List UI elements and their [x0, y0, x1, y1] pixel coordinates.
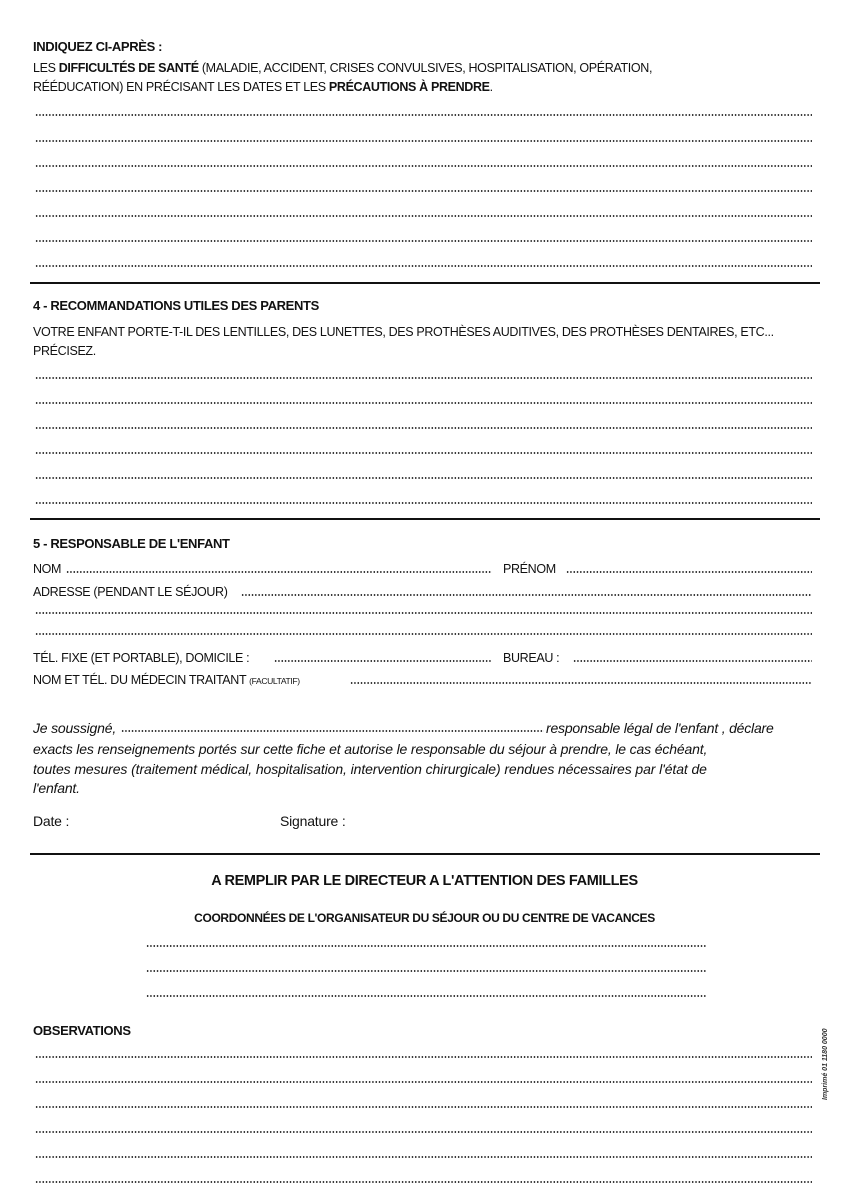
declaration-start: Je soussigné, [33, 720, 117, 736]
bureau-label: BUREAU : [503, 651, 560, 665]
health-answer-line[interactable] [35, 164, 812, 168]
recommendations-answer-line[interactable] [35, 376, 812, 380]
section-5-title: 5 - RESPONSABLE DE L'ENFANT [33, 536, 230, 551]
soussigne-name-field[interactable] [121, 729, 544, 733]
declaration-line: toutes mesures (traitement médical, hospitalisation, intervention chirurgicale) rendues nécessaires par l'état de [33, 761, 707, 777]
date-label: Date : [33, 813, 70, 829]
observations-line[interactable] [35, 1130, 812, 1134]
recommendations-answer-line[interactable] [35, 501, 812, 505]
health-desc-text: LES [33, 61, 59, 75]
medecin-label [33, 672, 300, 689]
organizer-contact-line[interactable] [146, 994, 706, 998]
health-section-title: INDIQUEZ CI-APRÈS : [33, 39, 163, 54]
facultatif-label: (FACULTATIF) [249, 676, 300, 686]
health-desc-text: (MALADIE, ACCIDENT, CRISES CONVULSIVES, HOSPITALISATION, OPÉRATION, [198, 61, 653, 75]
recommendations-answer-line[interactable] [35, 401, 812, 405]
bureau-field[interactable] [573, 659, 812, 663]
prenom-field[interactable] [566, 570, 812, 574]
declaration-end: responsable légal de l'enfant , déclare [546, 720, 774, 736]
adresse-field[interactable] [241, 593, 812, 597]
organizer-contact-line[interactable] [146, 944, 706, 948]
observations-line[interactable] [35, 1180, 812, 1184]
health-answer-line[interactable] [35, 189, 812, 193]
section-4-question-cont: PRÉCISEZ. [33, 344, 96, 358]
health-answer-line[interactable] [35, 214, 812, 218]
nom-field[interactable] [66, 570, 492, 574]
printer-side-note: Imprimé 01 1180 0000 [822, 1028, 829, 1100]
observations-line[interactable] [35, 1055, 812, 1059]
health-answer-line[interactable] [35, 264, 812, 268]
medecin-field[interactable] [350, 681, 812, 685]
health-desc-bold: DIFFICULTÉS DE SANTÉ [58, 61, 199, 75]
nom-label: NOM [33, 562, 62, 576]
section-divider [30, 282, 820, 284]
adresse-field-line[interactable] [35, 632, 812, 636]
section-4-title: 4 - RECOMMANDATIONS UTILES DES PARENTS [33, 298, 319, 313]
health-answer-line[interactable] [35, 113, 812, 117]
tel-domicile-label: TÉL. FIXE (ET PORTABLE), DOMICILE : [33, 651, 250, 665]
health-desc-text: . [489, 80, 493, 94]
health-desc-bold: PRÉCAUTIONS À PRENDRE [328, 80, 490, 94]
health-answer-line[interactable] [35, 139, 812, 143]
recommendations-answer-line[interactable] [35, 426, 812, 430]
organizer-contact-line[interactable] [146, 969, 706, 973]
adresse-field-line[interactable] [35, 611, 812, 615]
recommendations-answer-line[interactable] [35, 476, 812, 480]
section-divider [30, 853, 820, 855]
health-answer-line[interactable] [35, 239, 812, 243]
observations-title: OBSERVATIONS [33, 1023, 131, 1038]
health-desc-text: RÉÉDUCATION) EN PRÉCISANT LES DATES ET LES [33, 80, 329, 94]
health-section-description-line2 [33, 79, 493, 95]
medecin-label-text: NOM ET TÉL. DU MÉDECIN TRAITANT [33, 673, 247, 687]
tel-domicile-field[interactable] [274, 659, 492, 663]
recommendations-answer-line[interactable] [35, 451, 812, 455]
director-section-title: A REMPLIR PAR LE DIRECTEUR A L'ATTENTION DES FAMILLES [211, 873, 638, 889]
director-section-subtitle: COORDONNÉES DE L'ORGANISATEUR DU SÉJOUR OU DU CENTRE DE VACANCES [194, 911, 655, 925]
signature-label: Signature : [280, 813, 346, 829]
observations-line[interactable] [35, 1080, 812, 1084]
declaration-line: l'enfant. [33, 780, 80, 796]
declaration-line: exacts les renseignements portés sur cette fiche et autorise le responsable du séjour à prendre, le cas échéant, [33, 741, 708, 757]
section-4-question: VOTRE ENFANT PORTE-T-IL DES LENTILLES, DES LUNETTES, DES PROTHÈSES AUDITIVES, DES PROTHÈSES DENTAIRES, ETC... [33, 325, 774, 339]
observations-line[interactable] [35, 1155, 812, 1159]
observations-line[interactable] [35, 1105, 812, 1109]
adresse-label: ADRESSE (PENDANT LE SÉJOUR) [33, 585, 228, 599]
health-section-description-line1 [33, 60, 652, 76]
prenom-label: PRÉNOM [503, 562, 556, 576]
section-divider [30, 518, 820, 520]
